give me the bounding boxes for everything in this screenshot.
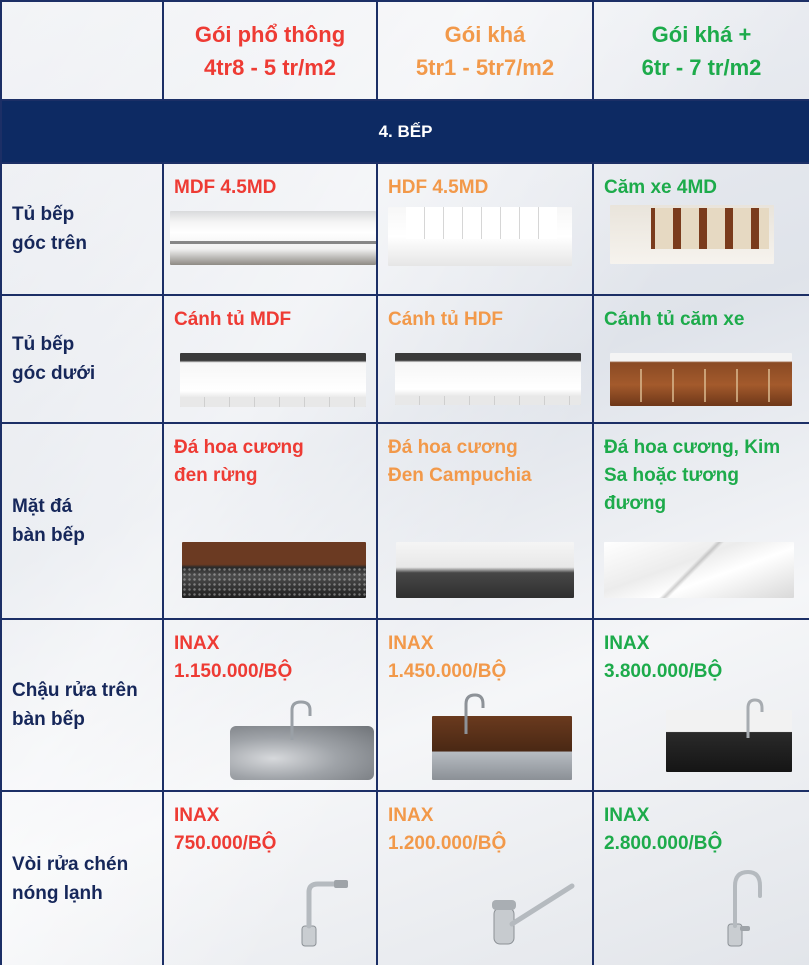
row-label <box>1 791 163 965</box>
table-row <box>1 295 809 423</box>
package-name: Gói phổ thông <box>194 21 346 47</box>
lower-cabinet-image <box>610 353 792 406</box>
option-cell-basic <box>163 619 377 791</box>
upper-cabinet-image <box>170 211 376 265</box>
option-text: 3.800.000/BỘ <box>604 661 723 682</box>
option-text: Cánh tủ MDF <box>174 309 292 330</box>
row-label-line: góc dưới <box>12 363 96 384</box>
countertop-image <box>182 542 366 598</box>
option-text: Sa hoặc tương <box>604 465 739 486</box>
option-text: 750.000/BỘ <box>174 833 277 854</box>
option-cell-good <box>377 791 593 965</box>
row-label <box>1 619 163 791</box>
countertop-image <box>604 542 794 598</box>
option-text: INAX <box>604 805 650 826</box>
row-label-line: Vòi rửa chén <box>12 853 129 875</box>
section-title: 4. BẾP <box>1 100 809 163</box>
row-label-line: Mặt đá <box>12 496 73 517</box>
header-row <box>1 1 809 100</box>
option-text: 1.200.000/BỘ <box>388 833 507 854</box>
option-text: 1.150.000/BỘ <box>174 661 293 682</box>
option-text: đương <box>604 493 667 514</box>
option-text: INAX <box>604 633 650 654</box>
row-label-line: bàn bếp <box>12 709 85 730</box>
option-cell-good <box>377 423 593 619</box>
option-text: HDF 4.5MD <box>388 177 489 198</box>
faucet-icon <box>286 700 316 740</box>
option-cell-good <box>377 295 593 423</box>
faucet-icon <box>484 878 580 948</box>
table-row <box>1 163 809 295</box>
option-text: 2.800.000/BỘ <box>604 833 723 854</box>
option-text: Đá hoa cương <box>174 437 304 458</box>
section-row <box>1 100 809 163</box>
lower-cabinet-image <box>395 353 581 405</box>
option-text: Đá hoa cương <box>388 437 518 458</box>
lower-cabinet-image <box>180 353 366 407</box>
row-label-line: Chậu rửa trên <box>12 680 138 701</box>
option-text: MDF 4.5MD <box>174 177 277 198</box>
option-cell-good-plus <box>593 295 809 423</box>
row-label-line: góc trên <box>12 233 87 254</box>
package-name: Gói khá <box>444 21 526 47</box>
row-label-line: Tủ bếp <box>12 204 75 225</box>
faucet-icon <box>722 868 768 948</box>
option-text: INAX <box>174 633 220 654</box>
option-cell-good <box>377 619 593 791</box>
option-cell-good-plus <box>593 791 809 965</box>
option-text: Đen Campuchia <box>388 465 532 486</box>
upper-cabinet-image <box>388 207 572 266</box>
countertop-image <box>396 542 574 598</box>
option-text: Cánh tủ căm xe <box>604 309 745 330</box>
row-label-line: bàn bếp <box>12 525 85 546</box>
table-row <box>1 619 809 791</box>
option-cell-basic <box>163 423 377 619</box>
upper-cabinet-image <box>610 205 774 264</box>
row-label <box>1 295 163 423</box>
faucet-icon <box>294 878 350 948</box>
sink-image <box>432 716 572 780</box>
option-text: Cánh tủ HDF <box>388 309 504 330</box>
sink-image <box>666 710 792 772</box>
option-cell-good-plus <box>593 163 809 295</box>
option-cell-basic <box>163 791 377 965</box>
package-price: 5tr1 - 5tr7/m2 <box>415 54 555 80</box>
faucet-icon <box>458 692 488 734</box>
option-cell-basic <box>163 163 377 295</box>
option-cell-good-plus <box>593 423 809 619</box>
option-text: INAX <box>174 805 220 826</box>
option-cell-basic <box>163 295 377 423</box>
option-text: INAX <box>388 633 434 654</box>
option-text: 1.450.000/BỘ <box>388 661 507 682</box>
row-label-line: nóng lạnh <box>12 882 103 904</box>
option-text: đen rừng <box>174 465 258 486</box>
option-text: INAX <box>388 805 434 826</box>
option-cell-good-plus <box>593 619 809 791</box>
row-label-line: Tủ bếp <box>12 334 75 355</box>
package-header-basic <box>163 1 377 100</box>
package-price: 6tr - 7 tr/m2 <box>641 54 762 80</box>
row-label <box>1 163 163 295</box>
corner-cell <box>1 1 163 100</box>
row-label <box>1 423 163 619</box>
package-price: 4tr8 - 5 tr/m2 <box>203 54 337 80</box>
option-text: Đá hoa cương, Kim <box>604 437 781 458</box>
table-row <box>1 791 809 965</box>
option-text: Căm xe 4MD <box>604 177 717 198</box>
package-name: Gói khá + <box>651 21 752 47</box>
option-cell-good <box>377 163 593 295</box>
faucet-icon <box>742 698 768 738</box>
package-header-good <box>377 1 593 100</box>
table-row <box>1 423 809 619</box>
package-header-good-plus <box>593 1 809 100</box>
